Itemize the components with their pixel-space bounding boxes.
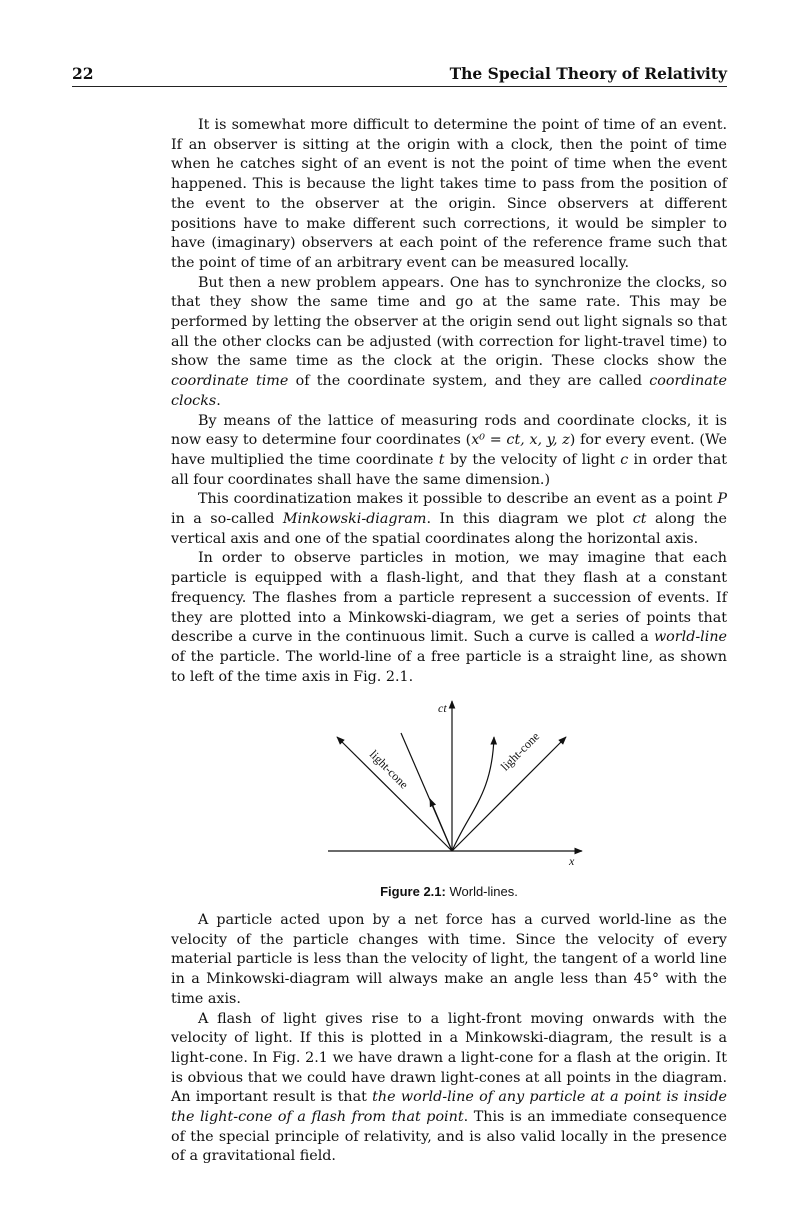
paragraph-1: It is somewhat more difficult to determine the point of time of an event. If an observer is sitting at the origin with a clock, then the point of time when he catches sight of an event is not the point of time when the event happened. This is because the light takes time to pass from the position of the event to the observer at the origin. Since observers at different positions have to make different such corrections, it would be simpler to have (imaginary) observers at each point of the reference frame such that the point of time of an arbitrary event can be measured locally.	[171, 117, 727, 271]
caption-label: Figure 2.1:	[380, 884, 446, 899]
ct-axis-label: ct	[438, 701, 447, 715]
body-text-lower	[171, 911, 727, 1167]
term-minkowski-diagram: Minkowski-diagram	[282, 511, 427, 528]
paragraph-5: In order to observe particles in motion, we may imagine that each particle is equipped with a flash-light, and that they flash at a constant frequency. The flashes from a particle represent a succession of events. If they are plotted into a Minkowski-diagram, we get a series of points that describe a curve in the continuous limit. Such a curve is called a world-line of the particle. The world-line of a free particle is a straight line, as shown to left of the time axis in Fig. 2.1.	[171, 550, 727, 685]
term-coordinate-clocks: coordinate clocks	[171, 373, 727, 409]
term-light-cone-result: the world-line of any particle at a point is inside the light-cone of a flash from that point	[171, 1089, 727, 1126]
term-world-line: world-line	[653, 629, 727, 646]
paragraph-6: A particle acted upon by a net force has a curved world-line as the velocity of the particle changes with time. Since the velocity of every material particle is less than the velocity of light, the tangent of a world line in a Minkowski-diagram will always make an angle less than 45° with the time axis.	[171, 912, 727, 1007]
term-coordinate-time: coordinate time	[171, 373, 289, 390]
light-cone-left-line	[337, 737, 452, 851]
light-cone-left-label: light-cone	[366, 747, 412, 792]
math-var-c: c	[620, 451, 629, 468]
math-var-ct: ct	[632, 511, 647, 528]
running-title: The Special Theory of Relativity	[449, 64, 727, 83]
math-var-p: P	[717, 491, 727, 508]
paragraph-7: A flash of light gives rise to a light-front moving onwards with the velocity of light. If this is plotted in a Minkowski-diagram, the result is a light-cone. In Fig. 2.1 we have drawn a light-cone for a flash at the origin. It is obvious that we could have drawn light-cones at all points in the diagram. An important result is that the world-line of any particle at a point is inside the light-cone of a flash from that point. This is an immediate consequence of the special principle of relativity, and is also valid locally in the presence of a gravitational field.	[171, 1010, 727, 1165]
page-number: 22	[72, 64, 94, 83]
accelerated-particle-world-line	[452, 737, 494, 851]
free-particle-arrow-segment	[430, 799, 452, 851]
body-text-upper	[171, 116, 727, 687]
paragraph-2: But then a new problem appears. One has to synchronize the clocks, so that they show the same time and go at the same rate. This may be performed by letting the observer at the origin send out light signals so that all the other clocks can be adjusted (with correction for light-travel time) to show the same time as the clock at the origin. These clocks show the coordinate time of the coordinate system, and they are called coordinate clocks.	[171, 274, 727, 409]
math-var-t: t	[438, 451, 445, 468]
page-header	[72, 62, 727, 87]
x-axis-label: x	[569, 854, 575, 868]
paragraph-4: This coordinatization makes it possible to describe an event as a point P in a so-called Minkowski-diagram. In this diagram we plot ct along the vertical axis and one of the spatial coordinates along the horizontal axis.	[171, 491, 727, 547]
figure-caption	[171, 884, 727, 899]
paragraph-3: By means of the lattice of measuring rods and coordinate clocks, it is now easy to determine four coordinates (x⁰ = ct, x, y, z) for every event. (We have multiplied the time coordinate t by the velocity of light c in order that all four coordinates shall have the same dimension.)	[171, 412, 728, 488]
caption-text: World-lines.	[445, 884, 518, 899]
figure-world-lines	[320, 695, 590, 870]
math-coordinates: x⁰ = ct, x, y, z	[471, 432, 570, 449]
minkowski-diagram	[320, 695, 590, 870]
light-cone-right-label: light-cone	[497, 729, 543, 774]
